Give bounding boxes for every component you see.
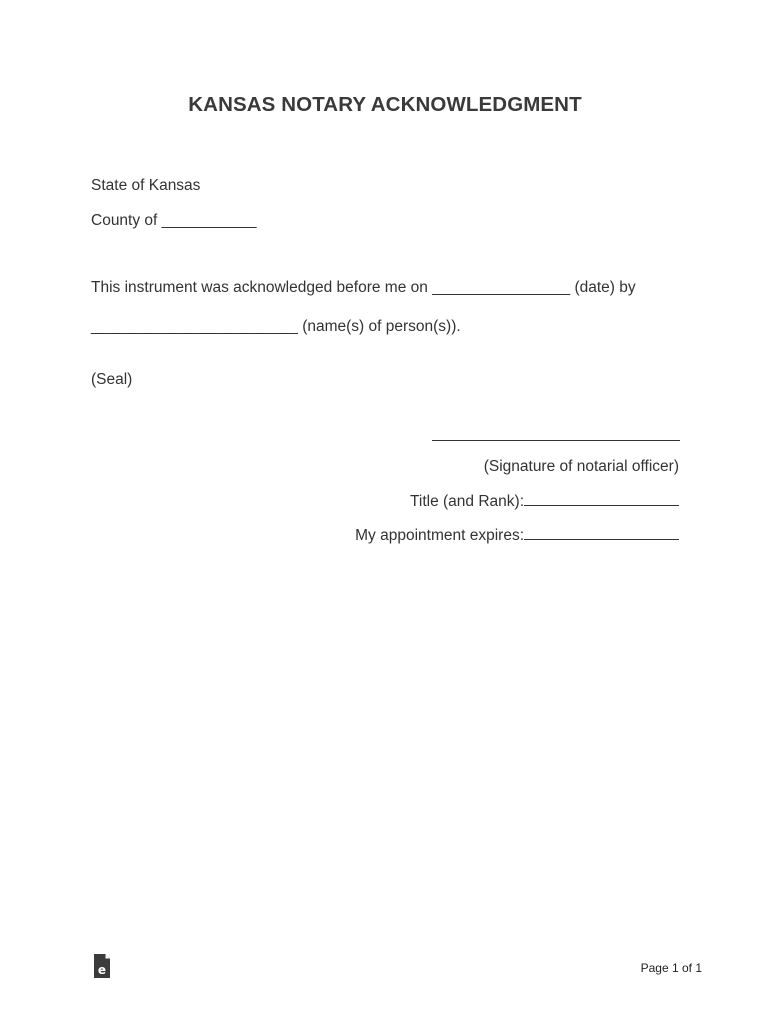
ack-date-suffix: (date) by: [574, 279, 636, 296]
svg-text:e: e: [97, 963, 107, 977]
county-blank: ___________: [161, 212, 257, 229]
county-line: [91, 212, 257, 230]
title-rank-blank: [524, 492, 679, 506]
appointment-label: My appointment expires:: [355, 527, 524, 544]
acknowledgment-line: [91, 279, 636, 297]
names-line: [91, 318, 461, 336]
document-title: KANSAS NOTARY ACKNOWLEDGMENT: [188, 93, 582, 116]
appointment-blank: [524, 526, 679, 540]
title-rank-label: Title (and Rank):: [410, 493, 524, 510]
names-blank: ________________________: [91, 318, 298, 335]
county-label: County of: [91, 212, 158, 229]
ack-prefix: This instrument was acknowledged before me on: [91, 279, 428, 296]
appointment-line: [355, 526, 679, 545]
signature-line: [432, 440, 680, 441]
ack-date-blank: ________________: [432, 279, 571, 296]
seal-label: (Seal): [91, 371, 133, 388]
state-line: State of Kansas: [91, 177, 201, 194]
names-suffix: (name(s) of person(s)).: [302, 318, 461, 335]
signature-caption: (Signature of notarial officer): [483, 458, 679, 475]
eforms-logo-icon: [92, 953, 112, 979]
title-rank-line: [410, 492, 679, 511]
page-number: Page 1 of 1: [640, 961, 702, 975]
